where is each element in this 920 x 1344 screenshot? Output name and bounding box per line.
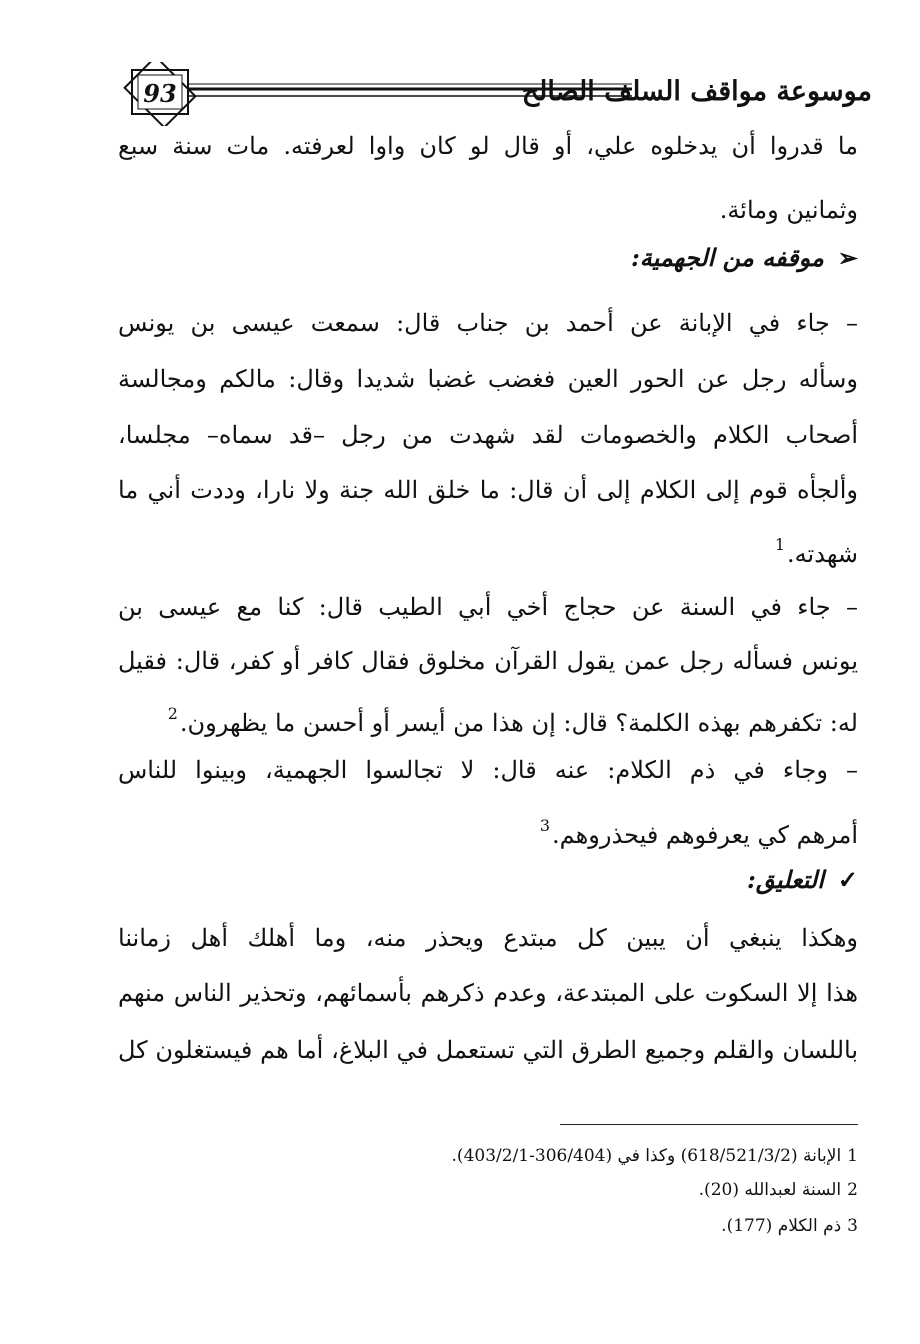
text-line: – جاء في الإبانة عن أحمد بن جناب قال: سمعت عيسى بن يونس [118,309,858,337]
footnote-number: 1 [847,1146,858,1166]
text-line: أصحاب الكلام والخصومات لقد شهدت من رجل –قد سماه– مجلسا، [118,421,858,449]
text-line: هذا إلا السكوت على المبتدعة، وعدم ذكرهم بأسمائهم، وتحذير الناس منهم [118,979,858,1007]
text-line: وألجأه قوم إلى الكلام إلى أن قال: ما خلق الله جنة ولا نارا، وددت أني ما [118,476,858,504]
text-line: يونس فسأله رجل عمن يقول القرآن مخلوق فقال كافر أو كفر، قال: فقيل [118,647,858,675]
footnote-text: الإبانة (618/521/3/2) وكذا في (306/404-403/2/1). [451,1146,842,1166]
book-title: موسوعة مواقف السلف الصالح [521,76,872,107]
text-line: – جاء في السنة عن حجاج أخي أبي الطيب قال: كنا مع عيسى بن [118,593,858,621]
text-line: أمرهم كي يعرفوهم فيحذروهم. [552,821,858,849]
footnote-ref: 2 [167,704,178,723]
text-line: وسأله رجل عن الحور العين فغضب غضبا شديدا وقال: مالكم ومجالسة [118,365,858,393]
section-heading [631,238,858,278]
text-line: وهكذا ينبغي أن يبين كل مبتدع ويحذر منه، وما أهلك أهل زماننا [118,924,858,952]
text-line: ما قدروا أن يدخلوه علي، أو قال لو كان واوا لعرفته. مات سنة سبع [118,132,858,160]
arrow-icon: ➢ [837,243,858,272]
footnote [699,1176,858,1204]
footnote-ref: 1 [774,535,786,554]
text-line-with-footnote [118,694,858,737]
footnote-text: السنة لعبدالله (20). [698,1180,842,1200]
footnote-number: 3 [847,1216,858,1236]
checkmark-icon: ✓ [837,865,858,894]
comment-heading-text: التعليق: [747,865,824,894]
footnote-ref: 3 [539,816,551,835]
section-heading-text: موقفه من الجهمية: [630,243,824,272]
page-number: 93 [143,79,177,108]
text-line: شهدته. [787,540,858,568]
footnote-divider [560,1124,858,1125]
text-line: له: تكفرهم بهذه الكلمة؟ قال: إن هذا من أيسر أو أحسن ما يظهرون. [179,709,858,737]
text-line: باللسان والقلم وجميع الطرق التي تستعمل في البلاغ، أما هم فيستغلون كل [118,1036,858,1064]
comment-heading [747,860,858,900]
text-line-with-footnote [118,525,858,568]
text-line: – وجاء في ذم الكلام: عنه قال: لا تجالسوا الجهمية، وبينوا للناس [118,756,858,784]
page-body [118,0,858,1100]
footnote-text: ذم الكلام (177). [721,1216,842,1236]
text-line: وثمانين ومائة. [719,196,858,224]
footnote-number: 2 [847,1180,858,1200]
footnote [452,1142,858,1170]
footnote [721,1212,858,1240]
text-line-with-footnote [118,806,858,849]
